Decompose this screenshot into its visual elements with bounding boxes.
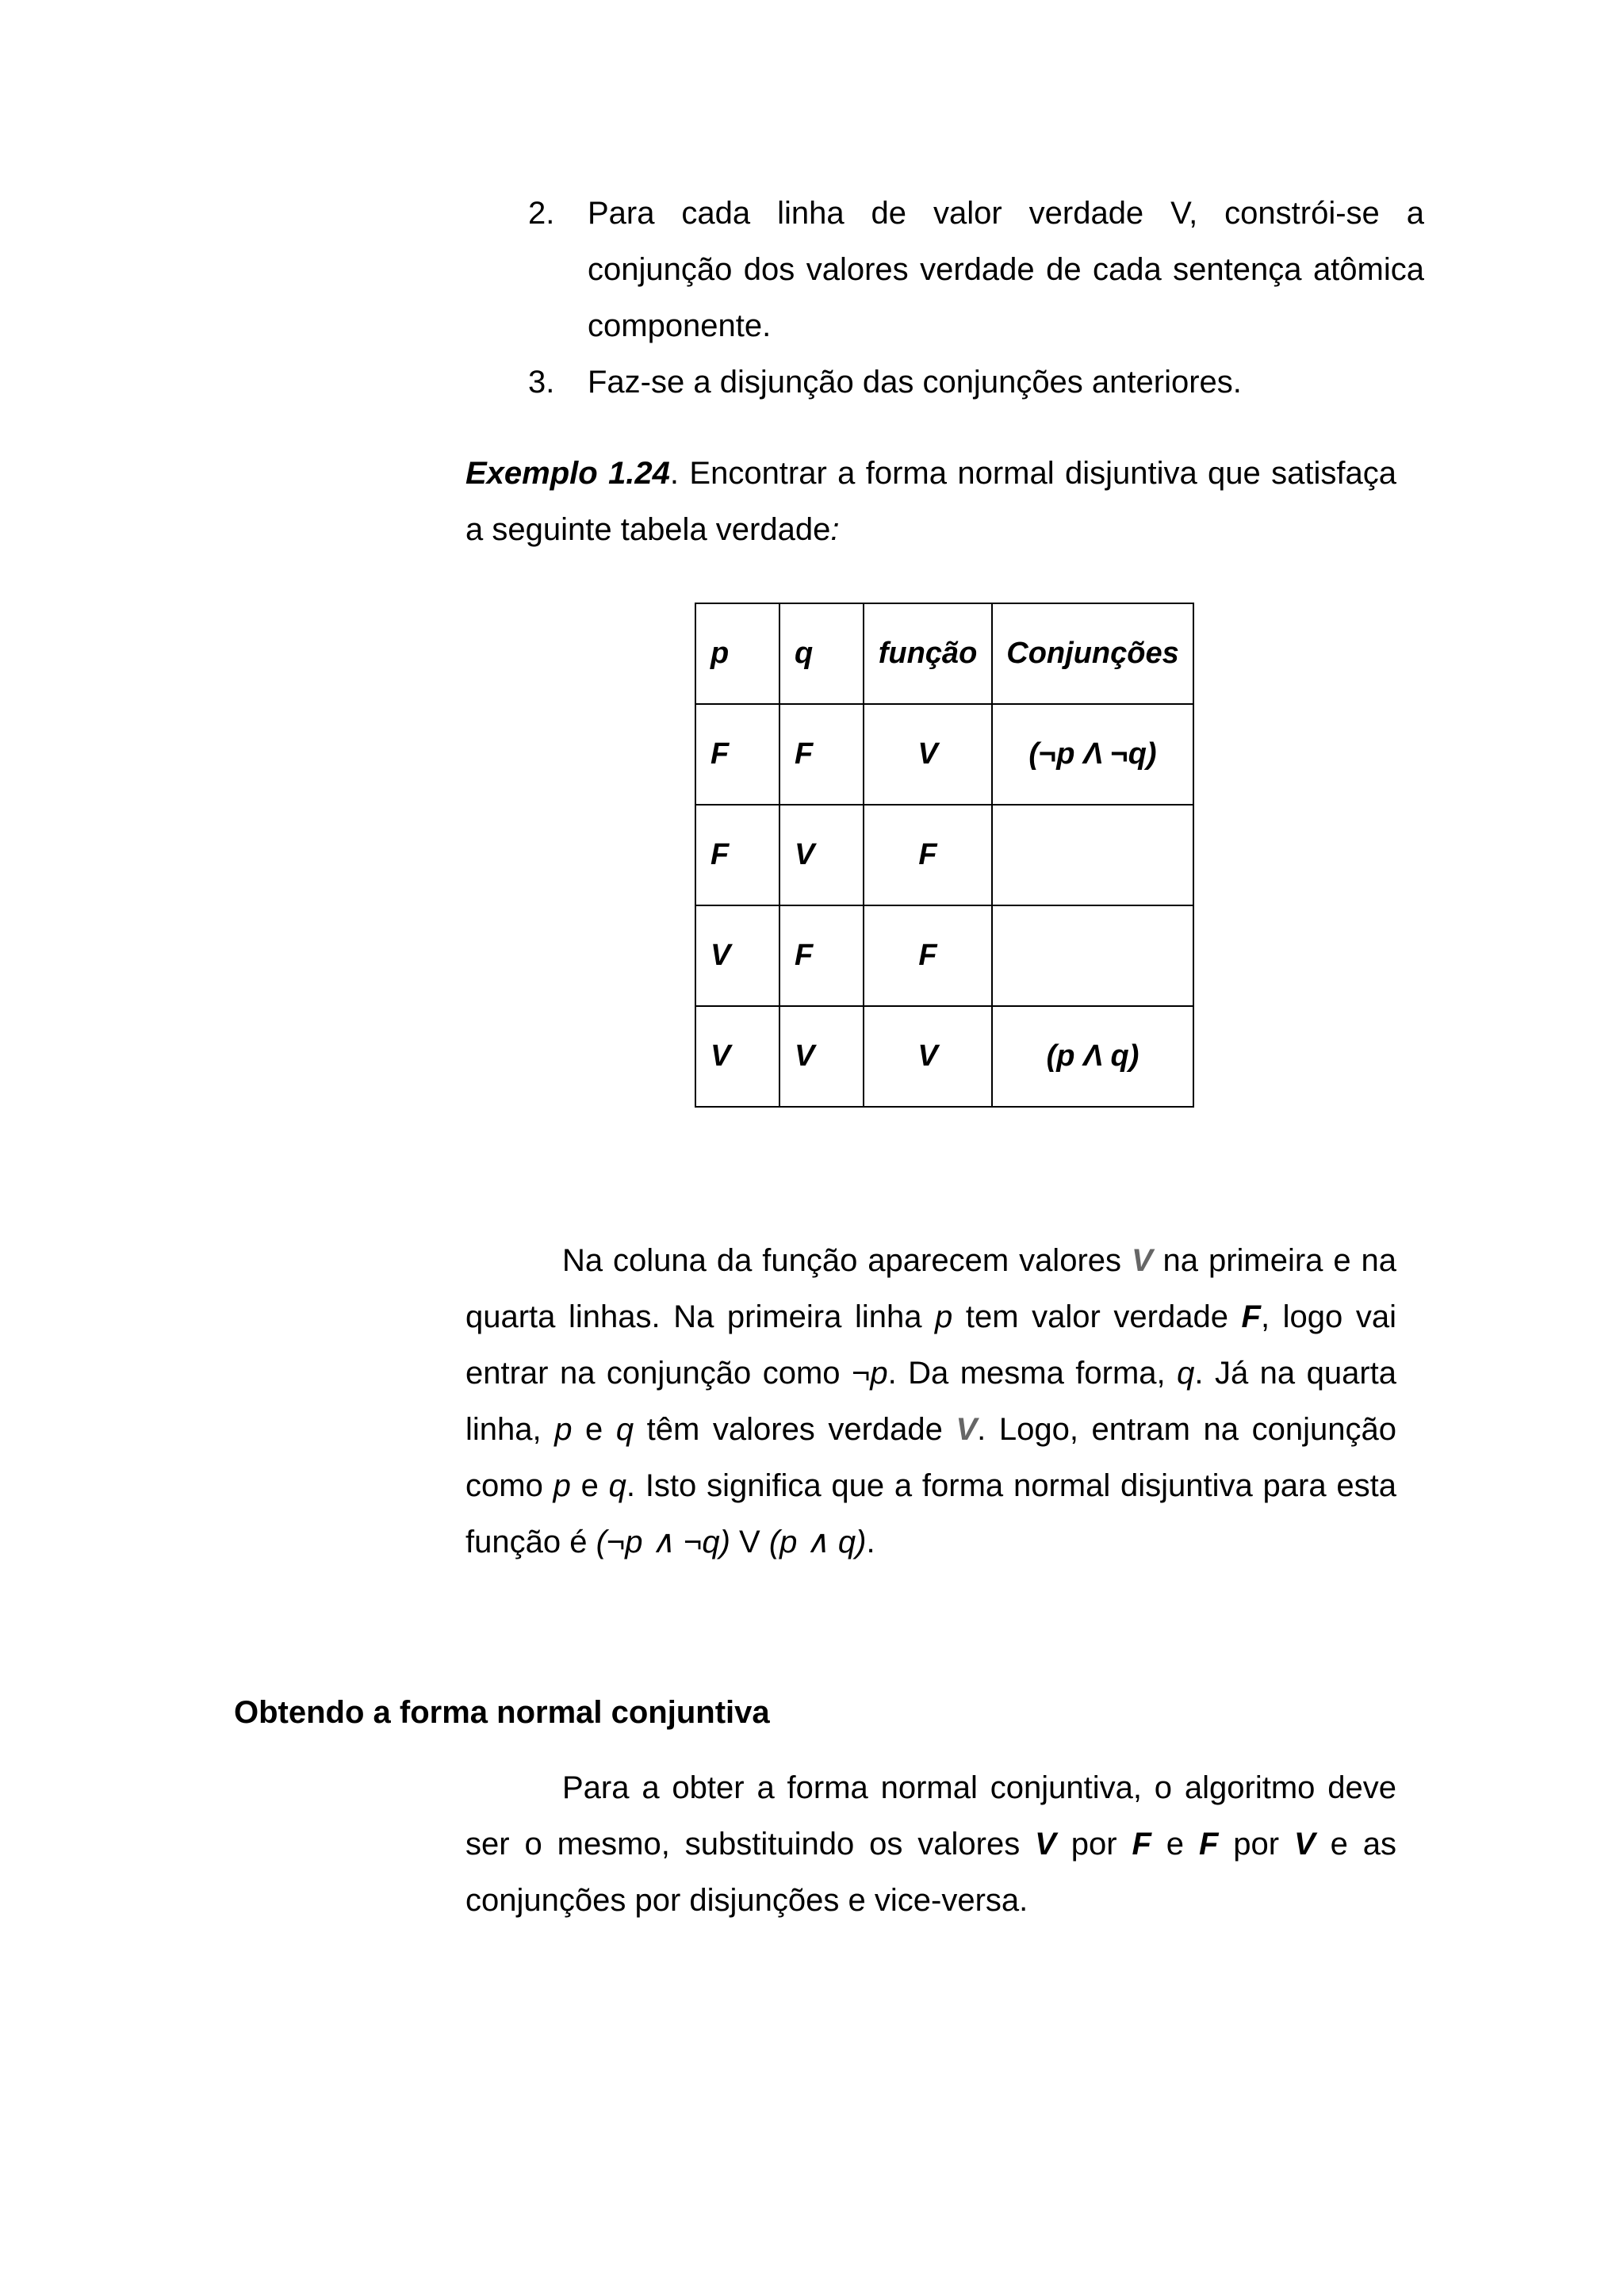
text-run: e bbox=[1151, 1827, 1199, 1862]
table-row bbox=[695, 905, 1193, 1006]
cell-conjuncao bbox=[992, 905, 1193, 1006]
cell-conjuncao bbox=[992, 805, 1193, 905]
explanation-paragraph bbox=[465, 1233, 1396, 1571]
example-colon: : bbox=[830, 512, 840, 547]
table-row bbox=[695, 1006, 1193, 1107]
text-run: e as conjunções por disjunções e vice-versa. bbox=[465, 1827, 1396, 1918]
text-run: . Isto significa que a forma normal disjuntiva para esta função é bbox=[465, 1468, 1396, 1559]
section-heading: Obtendo a forma normal conjuntiva bbox=[234, 1695, 770, 1730]
value-f: F bbox=[1198, 1827, 1219, 1862]
header-p: p bbox=[695, 603, 779, 704]
table-row bbox=[695, 704, 1193, 805]
list-text: Faz-se a disjunção das conjunções anteriores. bbox=[588, 365, 1242, 400]
value-v: V bbox=[1294, 1827, 1316, 1862]
cell-q: V bbox=[779, 805, 864, 905]
text-run: por bbox=[1055, 1827, 1132, 1862]
truth-table bbox=[695, 603, 1194, 1108]
cell-p: V bbox=[695, 905, 779, 1006]
header-funcao: função bbox=[864, 603, 992, 704]
list-text: Para cada linha de valor verdade V, constrói-se a conjunção dos valores verdade de cada sentença atômica componente. bbox=[588, 196, 1424, 343]
text-run: e bbox=[572, 1412, 616, 1447]
text-run: Na coluna da função aparecem valores bbox=[562, 1243, 1132, 1278]
var-p: p bbox=[935, 1299, 953, 1334]
text-run: têm valores verdade bbox=[634, 1412, 956, 1447]
text-run: Para a obter a forma normal conjuntiva, o algoritmo deve ser o mesmo, substituindo os valores bbox=[465, 1770, 1396, 1862]
list-item bbox=[528, 354, 1424, 411]
cell-conjuncao: (¬p Λ ¬q) bbox=[992, 704, 1193, 805]
list-item bbox=[528, 186, 1424, 354]
value-v: V bbox=[956, 1412, 978, 1447]
text-run: , logo vai entrar na conjunção como bbox=[465, 1299, 1396, 1391]
var-q: q bbox=[608, 1468, 626, 1503]
cell-p: F bbox=[695, 805, 779, 905]
value-f: F bbox=[1241, 1299, 1261, 1334]
value-v: V bbox=[1131, 1243, 1153, 1278]
var-q: q bbox=[1177, 1356, 1195, 1391]
cell-funcao: V bbox=[864, 1006, 992, 1107]
text-run: . Da mesma forma, bbox=[887, 1356, 1178, 1391]
table-row bbox=[695, 805, 1193, 905]
header-conjuncoes: Conjunções bbox=[992, 603, 1193, 704]
cell-conjuncao: (p Λ q) bbox=[992, 1006, 1193, 1107]
cell-p: V bbox=[695, 1006, 779, 1107]
cell-q: F bbox=[779, 905, 864, 1006]
cell-p: F bbox=[695, 704, 779, 805]
example-paragraph: Exemplo 1.24. Encontrar a forma normal disjuntiva que satisfaça a seguinte tabela verdade: bbox=[465, 456, 1396, 547]
numbered-list bbox=[528, 186, 1424, 411]
text-run: V bbox=[730, 1525, 769, 1559]
var-q: q bbox=[615, 1412, 634, 1447]
text-run: por bbox=[1218, 1827, 1295, 1862]
expression: (¬p ∧ ¬q) bbox=[596, 1525, 730, 1559]
var-not-p: ¬p bbox=[851, 1356, 888, 1391]
cell-q: V bbox=[779, 1006, 864, 1107]
value-f: F bbox=[1132, 1827, 1151, 1862]
conjunctive-paragraph bbox=[465, 1760, 1396, 1929]
header-q: q bbox=[779, 603, 864, 704]
var-p: p bbox=[554, 1412, 573, 1447]
text-run: tem valor verdade bbox=[952, 1299, 1242, 1334]
text-run: . bbox=[866, 1525, 875, 1559]
value-v: V bbox=[1035, 1827, 1056, 1862]
text-run: na primeira e na quarta linhas. Na primeira linha bbox=[465, 1243, 1397, 1334]
cell-q: F bbox=[779, 704, 864, 805]
text-run: . Logo, entram na conjunção como bbox=[465, 1412, 1396, 1503]
cell-funcao: F bbox=[864, 805, 992, 905]
text-run: . Já na quarta linha, bbox=[465, 1356, 1396, 1447]
expression: (p ∧ q) bbox=[768, 1525, 867, 1559]
table-header-row bbox=[695, 603, 1193, 704]
text-run: e bbox=[570, 1468, 609, 1503]
list-number: 2. bbox=[528, 196, 555, 231]
cell-funcao: V bbox=[864, 704, 992, 805]
var-p: p bbox=[553, 1468, 571, 1503]
cell-funcao: F bbox=[864, 905, 992, 1006]
example-label: Exemplo 1.24 bbox=[465, 456, 670, 491]
list-number: 3. bbox=[528, 365, 555, 400]
example-text: Encontrar a forma normal disjuntiva que satisfaça a seguinte tabela verdade bbox=[465, 456, 1396, 547]
